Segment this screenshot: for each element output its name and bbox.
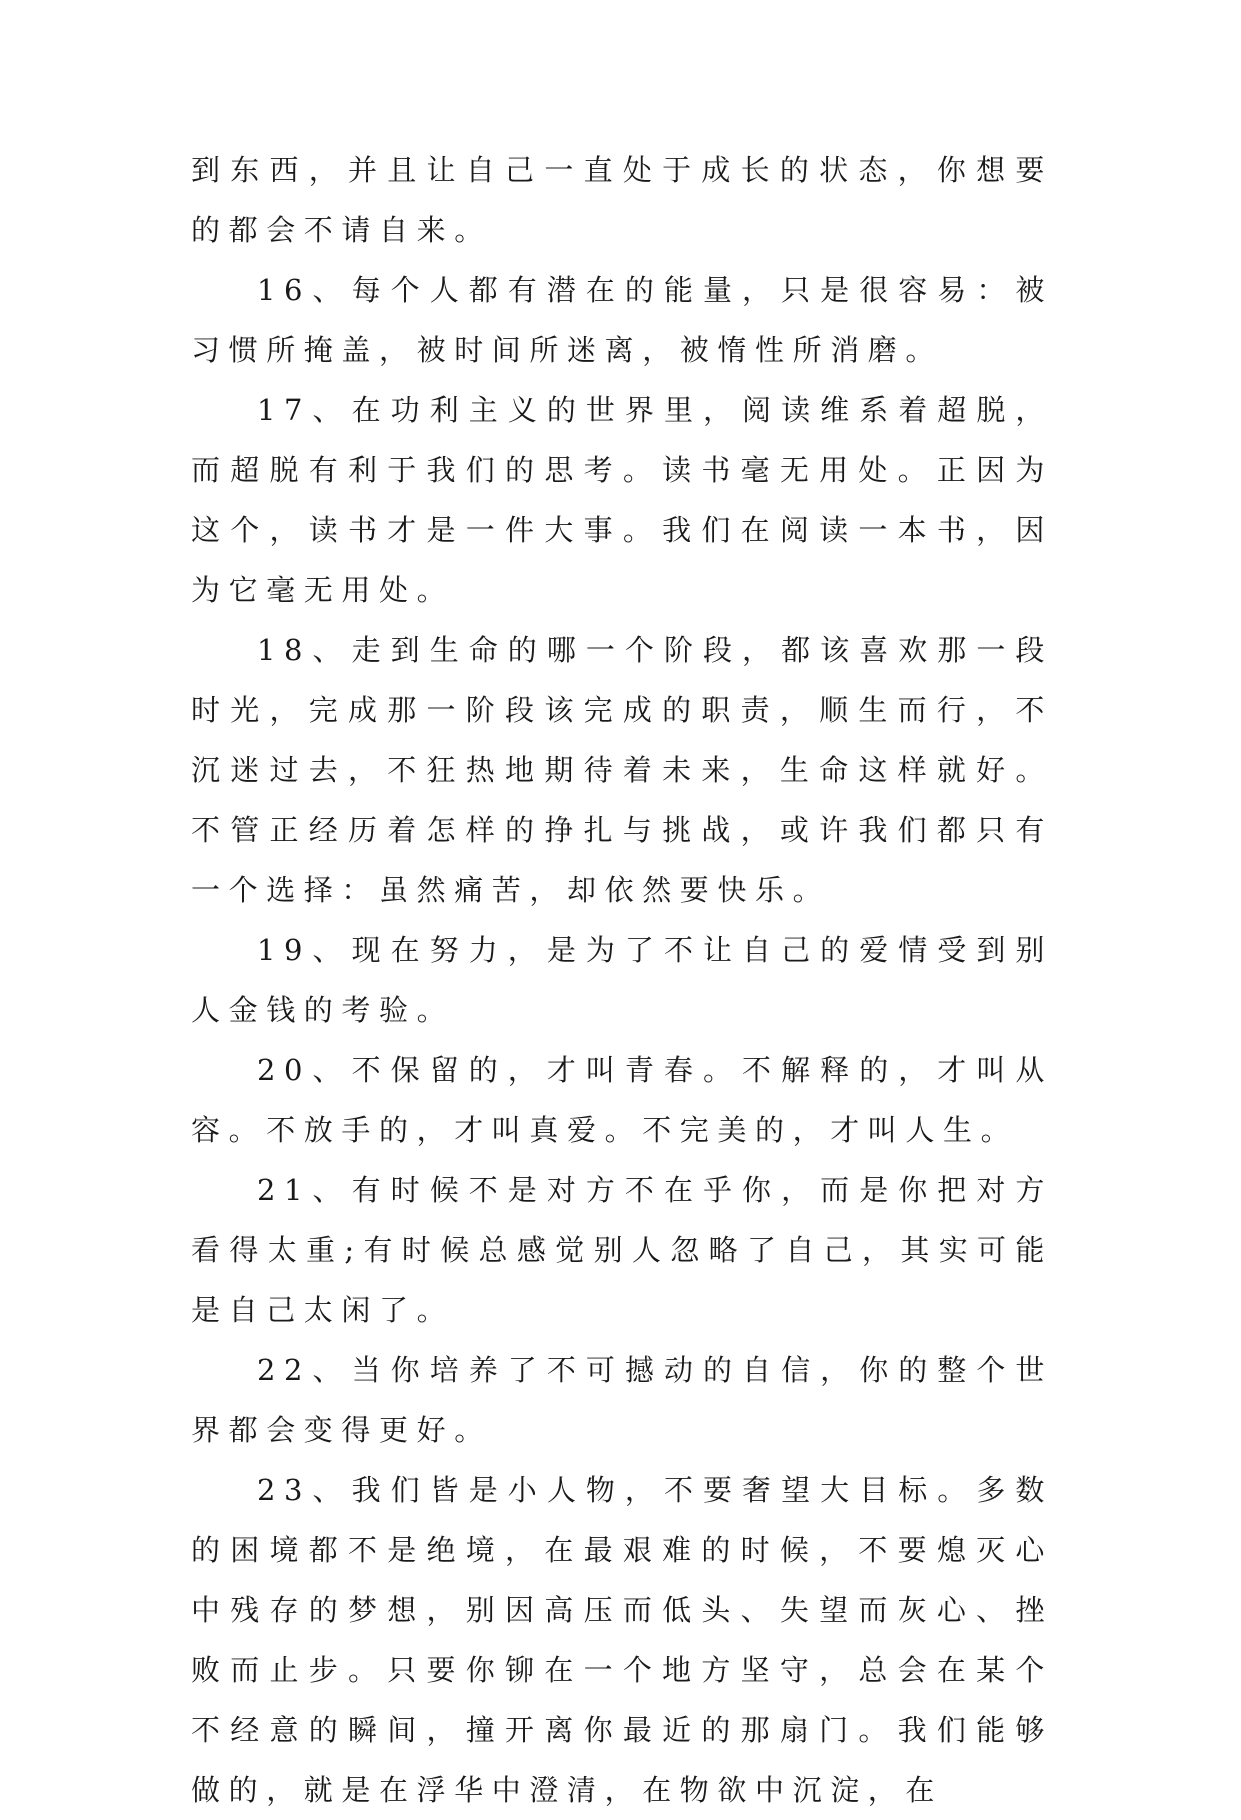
document-body	[191, 140, 1053, 1820]
paragraph-continuation: 到东西，并且让自己一直处于成长的状态，你想要的都会不请自来。	[191, 153, 1053, 247]
paragraph-16: 16、每个人都有潜在的能量，只是很容易：被习惯所掩盖，被时间所迷离，被惰性所消磨。	[191, 273, 1053, 367]
paragraph-17: 17、在功利主义的世界里，阅读维系着超脱，而超脱有利于我们的思考。读书毫无用处。正因为这个，读书才是一件大事。我们在阅读一本书，因为它毫无用处。	[191, 393, 1053, 607]
paragraph-19: 19、现在努力，是为了不让自己的爱情受到别人金钱的考验。	[191, 933, 1053, 1027]
paragraph-23: 23、我们皆是小人物，不要奢望大目标。多数的困境都不是绝境，在最艰难的时候，不要熄灭心中残存的梦想，别因高压而低头、失望而灰心、挫败而止步。只要你铆在一个地方坚守，总会在某个不经意的瞬间，撞开离你最近的那扇门。我们能够做的，就是在浮华中澄清，在物欲中沉淀，在	[191, 1473, 1053, 1807]
paragraph-21: 21、有时候不是对方不在乎你，而是你把对方看得太重;有时候总感觉别人忽略了自己，其实可能是自己太闲了。	[191, 1173, 1053, 1327]
paragraph-22: 22、当你培养了不可撼动的自信，你的整个世界都会变得更好。	[191, 1353, 1053, 1447]
paragraph-20: 20、不保留的，才叫青春。不解释的，才叫从容。不放手的，才叫真爱。不完美的，才叫人生。	[191, 1053, 1053, 1147]
paragraph-18: 18、走到生命的哪一个阶段，都该喜欢那一段时光，完成那一阶段该完成的职责，顺生而行，不沉迷过去，不狂热地期待着未来，生命这样就好。不管正经历着怎样的挣扎与挑战，或许我们都只有一个选择：虽然痛苦，却依然要快乐。	[191, 633, 1053, 907]
